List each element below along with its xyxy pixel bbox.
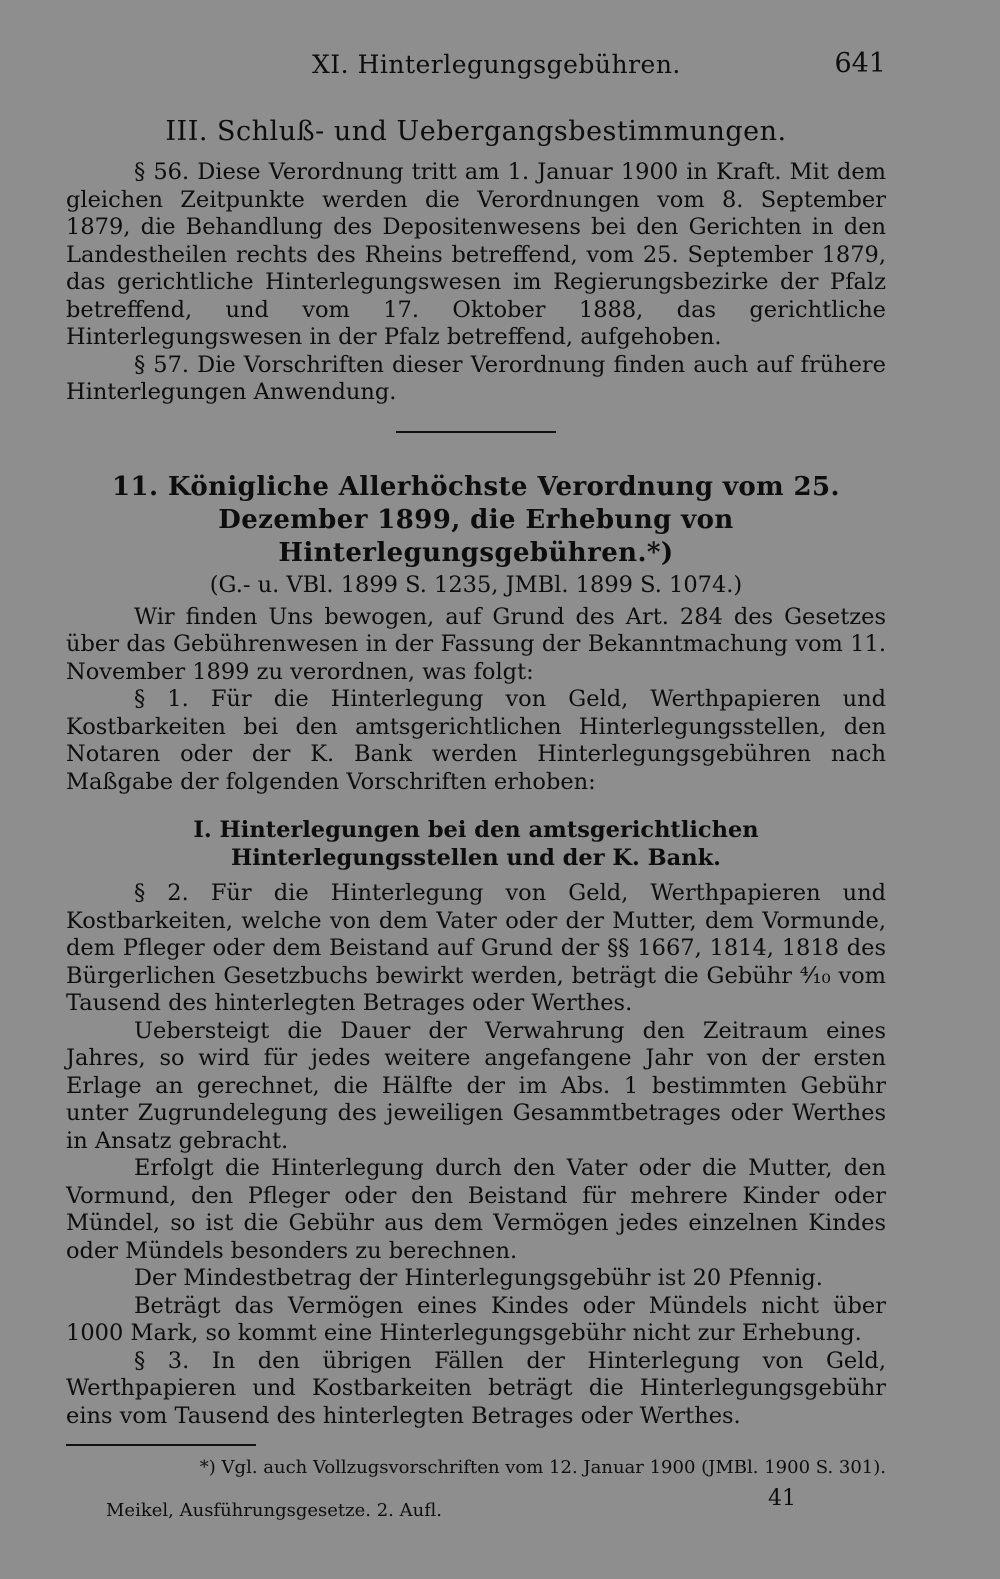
subsection-heading: I. Hinterlegungen bei den amtsgerichtlichen Hinterlegungsstellen und der K. Bank. (193, 817, 759, 871)
sheet-number: 41 (768, 1486, 796, 1511)
paragraph-2-abs-2: Uebersteigt die Dauer der Verwahrung den Zeitraum eines Jahres, so wird für jedes weitere angefangene Jahr von der ersten Erlage an gerechnet, die Hälfte der im Abs. 1 bestimmten Gebühr unter Zugrundelegung des jeweiligen Gesammtbetrages oder Werthes in Ansatz gebracht. (66, 1017, 886, 1154)
section-heading: III. Schluß- und Uebergangsbestimmungen. (165, 116, 787, 147)
paragraph-57: § 57. Die Vorschriften dieser Verordnung finden auch auf frühere Hinterlegungen Anwendung. (66, 351, 886, 405)
page-number: 641 (834, 48, 886, 79)
paragraph-2: § 2. Für die Hinterlegung von Geld, Werthpapieren und Kostbarkeiten, welche von dem Vater oder der Mutter, dem Vormunde, dem Pfleger oder dem Beistand auf Grund der §§ 1667, 1814, 1818 des Bürgerlichen Gesetzbuchs bewirkt werden, beträgt die Gebühr ⁴⁄₁₀ vom Tausend des hinterlegten Betrages oder Werthes. (66, 880, 886, 1016)
running-title: XI. Hinterlegungsgebühren. (312, 50, 681, 79)
paragraph-3: § 3. In den übrigen Fällen der Hinterlegung von Geld, Werthpapieren und Kostbarkeiten beträgt die Hinterlegungsgebühr eins vom Tausend des hinterlegten Betrages oder Werthes. (66, 1347, 886, 1429)
paragraph-2-abs-5: Beträgt das Vermögen eines Kindes oder Mündels nicht über 1000 Mark, so kommt eine Hinterlegungsgebühr nicht zur Erhebung. (66, 1292, 886, 1346)
paragraph-2-abs-3: Erfolgt die Hinterlegung durch den Vater oder die Mutter, den Vormund, den Pfleger oder den Beistand für mehrere Kinder oder Mündel, so ist die Gebühr aus dem Vermögen jedes einzelnen Kindes oder Mündels besonders zu berechnen. (66, 1155, 886, 1264)
decree-title: 11. Königliche Allerhöchste Verordnung vom 25. Dezember 1899, die Erhebung von Hinterlegungsgebühren.*) (112, 471, 840, 568)
footnote-divider (66, 1444, 256, 1446)
decree-preamble: Wir finden Uns bewogen, auf Grund des Art. 284 des Gesetzes über das Gebührenwesen in der Fassung der Bekanntmachung vom 11. November 1899 zu verordnen, was folgt: (66, 603, 886, 685)
page (66, 40, 886, 1526)
footnote: *) Vgl. auch Vollzugsvorschriften vom 12. Januar 1900 (JMBl. 1900 S. 301). (199, 1457, 886, 1478)
decree-citation: (G.- u. VBl. 1899 S. 1235, JMBl. 1899 S. 1074.) (209, 571, 743, 598)
running-head (66, 40, 886, 82)
section-divider (396, 431, 556, 433)
paragraph-1: § 1. Für die Hinterlegung von Geld, Werthpapieren und Kostbarkeiten bei den amtsgerichtlichen Hinterlegungsstellen, den Notaren oder der K. Bank werden Hinterlegungsgebühren nach Maßgabe der folgenden Vorschriften erhoben: (66, 686, 886, 795)
paragraph-2-abs-4: Der Mindestbetrag der Hinterlegungsgebühr ist 20 Pfennig. (134, 1265, 823, 1291)
book-signature: Meikel, Ausführungsgesetze. 2. Aufl. (106, 1500, 442, 1521)
paragraph-56: § 56. Diese Verordnung tritt am 1. Januar 1900 in Kraft. Mit dem gleichen Zeitpunkte werden die Verordnungen vom 8. September 1879, die Behandlung des Depositenwesens bei den Gerichten in den Landestheilen rechts des Rheins betreffend, vom 25. September 1879, das gerichtliche Hinterlegungswesen im Regierungsbezirke der Pfalz betreffend, und vom 17. Oktober 1888, das gerichtliche Hinterlegungswesen in der Pfalz betreffend, aufgehoben. (66, 159, 886, 350)
page-footer (66, 1486, 886, 1526)
